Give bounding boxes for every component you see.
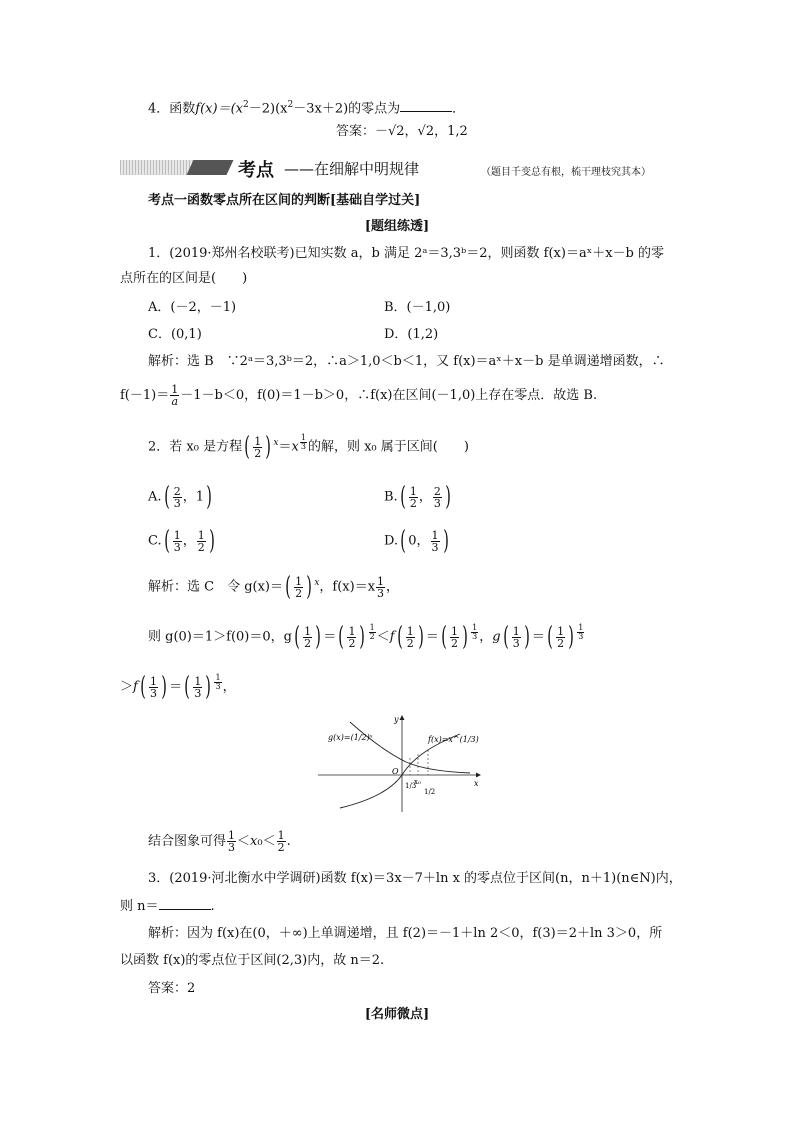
p1-stem-1: 1．(2019·郑州名校联考)已知实数 a，b 满足 2ᵃ＝3,3ᵇ＝2，则函数 f(x)＝aˣ＋x－b 的零 <box>148 246 664 261</box>
p1-option-b: B．(－1,0) <box>384 300 451 315</box>
p1-stem-2: 点所在的区间是( ) <box>120 271 248 286</box>
banner-title: 考点 <box>238 160 274 181</box>
p2-solution-2: 则 g(0)＝1＞f(0)＝0，g( $\frac{1}{2}$ ) ＝( $\frac{1}{2}$ ) $^{\frac{1}{2}}$ ＜f( $\frac{1}{2}$ ) ＝( $\frac{1}{2}$ ) $^{\frac{1}{3}}$ ，g( $\frac{1}{3}$ ) ＝( $\frac{1}{2}$ ) $^{\frac{1}{3}}$ <box>148 622 584 652</box>
y-axis-label: y <box>394 715 399 724</box>
p2-option-d: D.( 0， $\frac{1}{3}$ ) <box>384 526 449 556</box>
section-title: 考点一函数零点所在区间的判断[基础自学过关] <box>148 193 421 208</box>
p2-conclusion: 结合图象可得 $\frac{1}{3}$ ＜x₀＜ $\frac{1}{2}$ . <box>148 829 291 854</box>
p2-option-a: A.( $\frac{2}{3}$ ，1) <box>148 482 212 512</box>
p3-answer: 答案：2 <box>148 981 196 996</box>
p2-option-c: C.( $\frac{1}{3}$ ， $\frac{1}{2}$ ) <box>148 526 215 556</box>
p1-option-a: A．(－2，－1) <box>148 300 237 315</box>
banner-bar <box>187 160 234 175</box>
p2-stem: 2．若 x₀ 是方程( $\frac{1}{2}$ ) $^x$＝x $^{\frac{1}{3}}$ 的解，则 x₀ 属于区间( ) <box>148 432 469 462</box>
x-axis-arrow <box>476 773 481 778</box>
p1-solution-1: 解析：选 B ∵2ᵃ＝3,3ᵇ＝2，∴a＞1,0＜b＜1，又 f(x)＝aˣ＋x－b 是单调递增函数，∴ <box>148 354 665 369</box>
p3-stem-2: 则 n＝ . <box>120 899 215 914</box>
answer-blank <box>159 897 211 910</box>
x-axis-label: x <box>474 779 479 788</box>
p2-solution-3: ＞f( $\frac{1}{3}$ ) ＝( $\frac{1}{3}$ ) $^{\frac{1}{3}}$ ， <box>120 672 236 702</box>
f-label: f(x)=x^(1/3) <box>428 735 479 744</box>
p3-solution-1: 解析：因为 f(x)在(0，＋∞)上单调递增，且 f(2)＝－1＋ln 2＜0，f(3)＝2＋ln 3＞0，所 <box>148 926 663 941</box>
tick-half: 1/2 <box>424 788 436 796</box>
q4-line: 4．函数$f(x)=(x^2-2)(x^2-3x+2)$的零点为 ． <box>148 100 466 117</box>
p2-option-b: B.( $\frac{1}{2}$ ， $\frac{2}{3}$ ) <box>384 482 451 512</box>
y-axis-arrow <box>400 715 405 720</box>
answer-blank <box>400 99 452 112</box>
subsection-title: [题组练透] <box>364 219 430 234</box>
function-graph <box>310 712 490 816</box>
tick-third: 1/3 <box>405 782 417 790</box>
g-curve <box>350 722 470 773</box>
q4-answer: 答案：－√2，√2，1,2 <box>336 124 468 139</box>
p2-solution-1: 解析：选 C 令 g(x)＝( $\frac{1}{2}$ ) $^x$，f(x)＝x $\frac{1}{3}$ ， <box>148 572 400 602</box>
p1-option-d: D．(1,2) <box>384 327 439 342</box>
tick-x0: x₀ <box>414 778 421 786</box>
origin-label: O <box>392 767 399 776</box>
p1-option-c: C．(0,1) <box>148 327 202 342</box>
p3-solution-2: 以函数 f(x)的零点位于区间(2,3)内，故 n＝2. <box>120 953 385 968</box>
g-label: g(x)=(1/2)ˣ <box>328 733 373 742</box>
banner-subtitle: ——在细解中明规律 <box>284 160 420 178</box>
p3-stem-1: 3．(2019·河北衡水中学调研)函数 f(x)＝3x－7＋ln x 的零点位于区间(n，n＋1)(n∈N)内， <box>148 871 682 886</box>
footer-heading: [名师微点] <box>364 1007 430 1022</box>
p1-solution-2: f(－1)＝ $\frac{1}{a}$ －1－b＜0，f(0)＝1－b＞0，∴f(x)在区间(－1,0)上存在零点．故选 B. <box>120 383 598 408</box>
banner-note: （题目千变总有根，梳干理枝究其本） <box>481 167 651 178</box>
